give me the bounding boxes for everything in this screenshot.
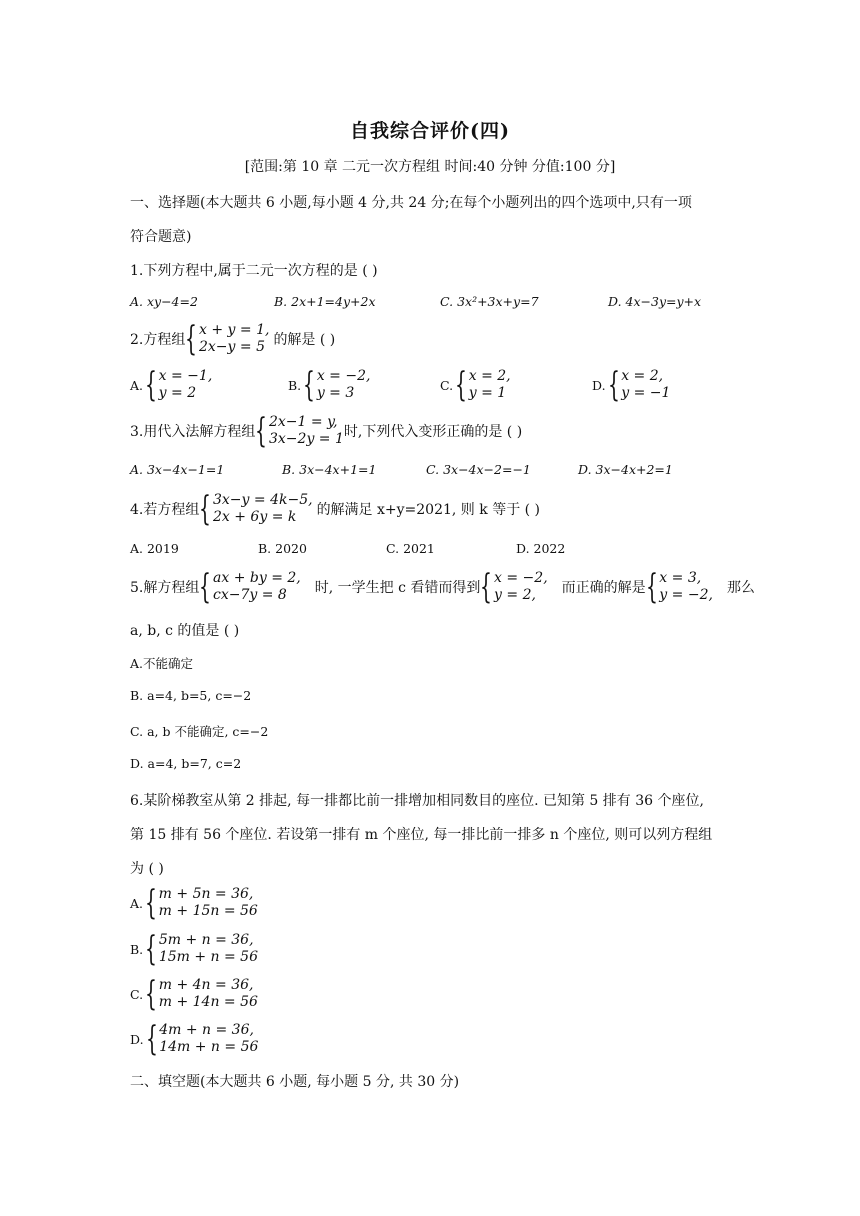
option-line: y = 3 <box>316 385 355 401</box>
option-line: y = −1 <box>621 385 671 401</box>
option-label: D. <box>592 377 606 393</box>
q4-option-a: A. 2019 <box>130 541 179 556</box>
brace-icon: { <box>255 411 268 451</box>
section1-line1: 一、选择题(本大题共 6 小题,每小题 4 分,共 24 分;在每个小题列出的四个选项中,只有一项 <box>130 195 692 211</box>
option-label: A. <box>130 377 144 393</box>
q6-line2: 第 15 排有 56 个座位. 若设第一排有 m 个座位, 每一排比前一排多 n 个座位, 则可以列方程组 <box>130 827 713 843</box>
q2-sys-line1: x + y = 1, <box>199 322 270 338</box>
brace-icon: { <box>145 929 158 969</box>
q5-system2 <box>494 570 548 604</box>
q3-sys-line2: 3x−2y = 1 <box>269 431 344 447</box>
option-line: x = −1, <box>158 368 213 384</box>
q3-option-b: B. 3x−4x+1=1 <box>282 462 377 477</box>
q5-stem <box>130 567 755 607</box>
q6-line3: 为 ( ) <box>130 861 164 877</box>
option-line: m + 5n = 36, <box>158 886 254 902</box>
section1-line2: 符合题意) <box>130 229 192 245</box>
q2-option-c <box>440 365 511 405</box>
q4-sys-line2: 2x + 6y = k <box>213 509 297 525</box>
brace-icon: { <box>185 319 198 359</box>
q4-option-b: B. 2020 <box>258 541 307 556</box>
q2-option-a <box>130 365 213 405</box>
q1-option-a: A. xy−4=2 <box>130 294 198 309</box>
option-line: 14m + n = 56 <box>159 1039 259 1055</box>
section2-heading: 二、填空题(本大题共 6 小题, 每小题 5 分, 共 30 分) <box>130 1074 460 1090</box>
page-title: 自我综合评价(四) <box>350 120 510 142</box>
q5-option-b: B. a=4, b=5, c=−2 <box>130 688 252 703</box>
q5-system3 <box>659 570 713 604</box>
q4-prefix: 4.若方程组 <box>130 502 200 518</box>
brace-icon: { <box>645 567 658 607</box>
q3-option-a: A. 3x−4x−1=1 <box>130 462 225 477</box>
option-line: m + 4n = 36, <box>158 977 254 993</box>
brace-icon: { <box>607 365 620 405</box>
q2-option-b <box>288 365 371 405</box>
q5-end: 那么 <box>726 580 755 596</box>
q3-option-c: C. 3x−4x−2=−1 <box>426 462 531 477</box>
q5-mid2: 而正确的解是 <box>561 580 646 596</box>
brace-icon: { <box>145 1019 158 1059</box>
q4-option-c: C. 2021 <box>386 541 435 556</box>
page-subtitle: [范围:第 10 章 二元一次方程组 时间:40 分钟 分值:100 分] <box>244 159 616 175</box>
brace-icon: { <box>145 883 157 923</box>
q3-prefix: 3.用代入法解方程组 <box>130 424 256 440</box>
q6-option-b <box>130 929 258 969</box>
q5-option-d: D. a=4, b=7, c=2 <box>130 756 242 771</box>
option-line: y = 2 <box>158 385 197 401</box>
q2-prefix: 2.方程组 <box>130 332 186 348</box>
q6-option-c <box>130 974 258 1014</box>
option-label: A. <box>130 895 144 911</box>
brace-icon: { <box>199 567 212 607</box>
option-line: 5m + n = 36, <box>158 932 254 948</box>
option-line: m + 15n = 56 <box>158 903 258 919</box>
brace-icon: { <box>455 365 467 405</box>
option-line: x = −2, <box>316 368 371 384</box>
q3-system <box>269 414 344 448</box>
q4-sys-line1: 3x−y = 4k−5, <box>213 492 313 508</box>
q3-stem <box>130 411 523 451</box>
q1-option-b: B. 2x+1=4y+2x <box>274 294 376 309</box>
q1-option-d: D. 4x−3y=y+x <box>608 294 702 309</box>
option-label: C. <box>130 986 144 1002</box>
q5-line2: a, b, c 的值是 ( ) <box>130 623 240 639</box>
q4-system <box>213 492 313 526</box>
brace-icon: { <box>480 567 493 607</box>
option-label: C. <box>440 377 454 393</box>
q5-sys-line2: cx−7y = 8 <box>213 587 287 603</box>
q6-line1: 6.某阶梯教室从第 2 排起, 每一排都比前一排增加相同数目的座位. 已知第 5 排有 36 个座位, <box>130 793 704 809</box>
q6-option-a <box>130 883 258 923</box>
q4-suffix: 的解满足 x+y=2021, 则 k 等于 ( ) <box>316 502 541 518</box>
option-line: y = 1 <box>468 385 507 401</box>
option-line: x = 2, <box>468 368 511 384</box>
q5-sys2-line2: y = 2, <box>494 587 536 603</box>
q2-sys-line2: 2x−y = 5 <box>199 339 265 355</box>
option-line: m + 14n = 56 <box>158 994 258 1010</box>
q2-option-d <box>592 365 671 405</box>
option-line: x = 2, <box>621 368 664 384</box>
q4-option-d: D. 2022 <box>516 541 566 556</box>
q2-stem <box>130 319 336 359</box>
q4-stem <box>130 489 541 529</box>
q5-option-a: A.不能确定 <box>130 656 194 671</box>
q5-sys3-line2: y = −2, <box>659 587 713 603</box>
option-label: D. <box>130 1031 144 1047</box>
option-label: B. <box>130 941 144 957</box>
q5-mid1: 时, 一学生把 c 看错而得到 <box>314 580 481 596</box>
brace-icon: { <box>145 365 157 405</box>
brace-icon: { <box>303 365 316 405</box>
q5-sys3-line1: x = 3, <box>659 570 702 586</box>
option-label: B. <box>288 377 302 393</box>
q1-stem: 1.下列方程中,属于二元一次方程的是 ( ) <box>130 263 378 279</box>
q5-sys-line1: ax + by = 2, <box>213 570 301 586</box>
q6-option-d <box>130 1019 259 1059</box>
q5-option-c: C. a, b 不能确定, c=−2 <box>130 724 269 739</box>
q3-sys-line1: 2x−1 = y, <box>269 414 338 430</box>
q2-suffix: 的解是 ( ) <box>273 332 336 348</box>
q2-system <box>199 322 269 356</box>
q5-system <box>213 570 301 604</box>
brace-icon: { <box>199 489 212 529</box>
option-line: 4m + n = 36, <box>159 1022 254 1038</box>
q5-prefix: 5.解方程组 <box>130 580 200 596</box>
q1-option-c: C. 3x²+3x+y=7 <box>440 294 539 309</box>
brace-icon: { <box>145 974 157 1014</box>
q5-sys2-line1: x = −2, <box>494 570 548 586</box>
option-line: 15m + n = 56 <box>158 949 258 965</box>
q3-suffix: 时,下列代入变形正确的是 ( ) <box>343 424 523 440</box>
q3-option-d: D. 3x−4x+2=1 <box>578 462 673 477</box>
